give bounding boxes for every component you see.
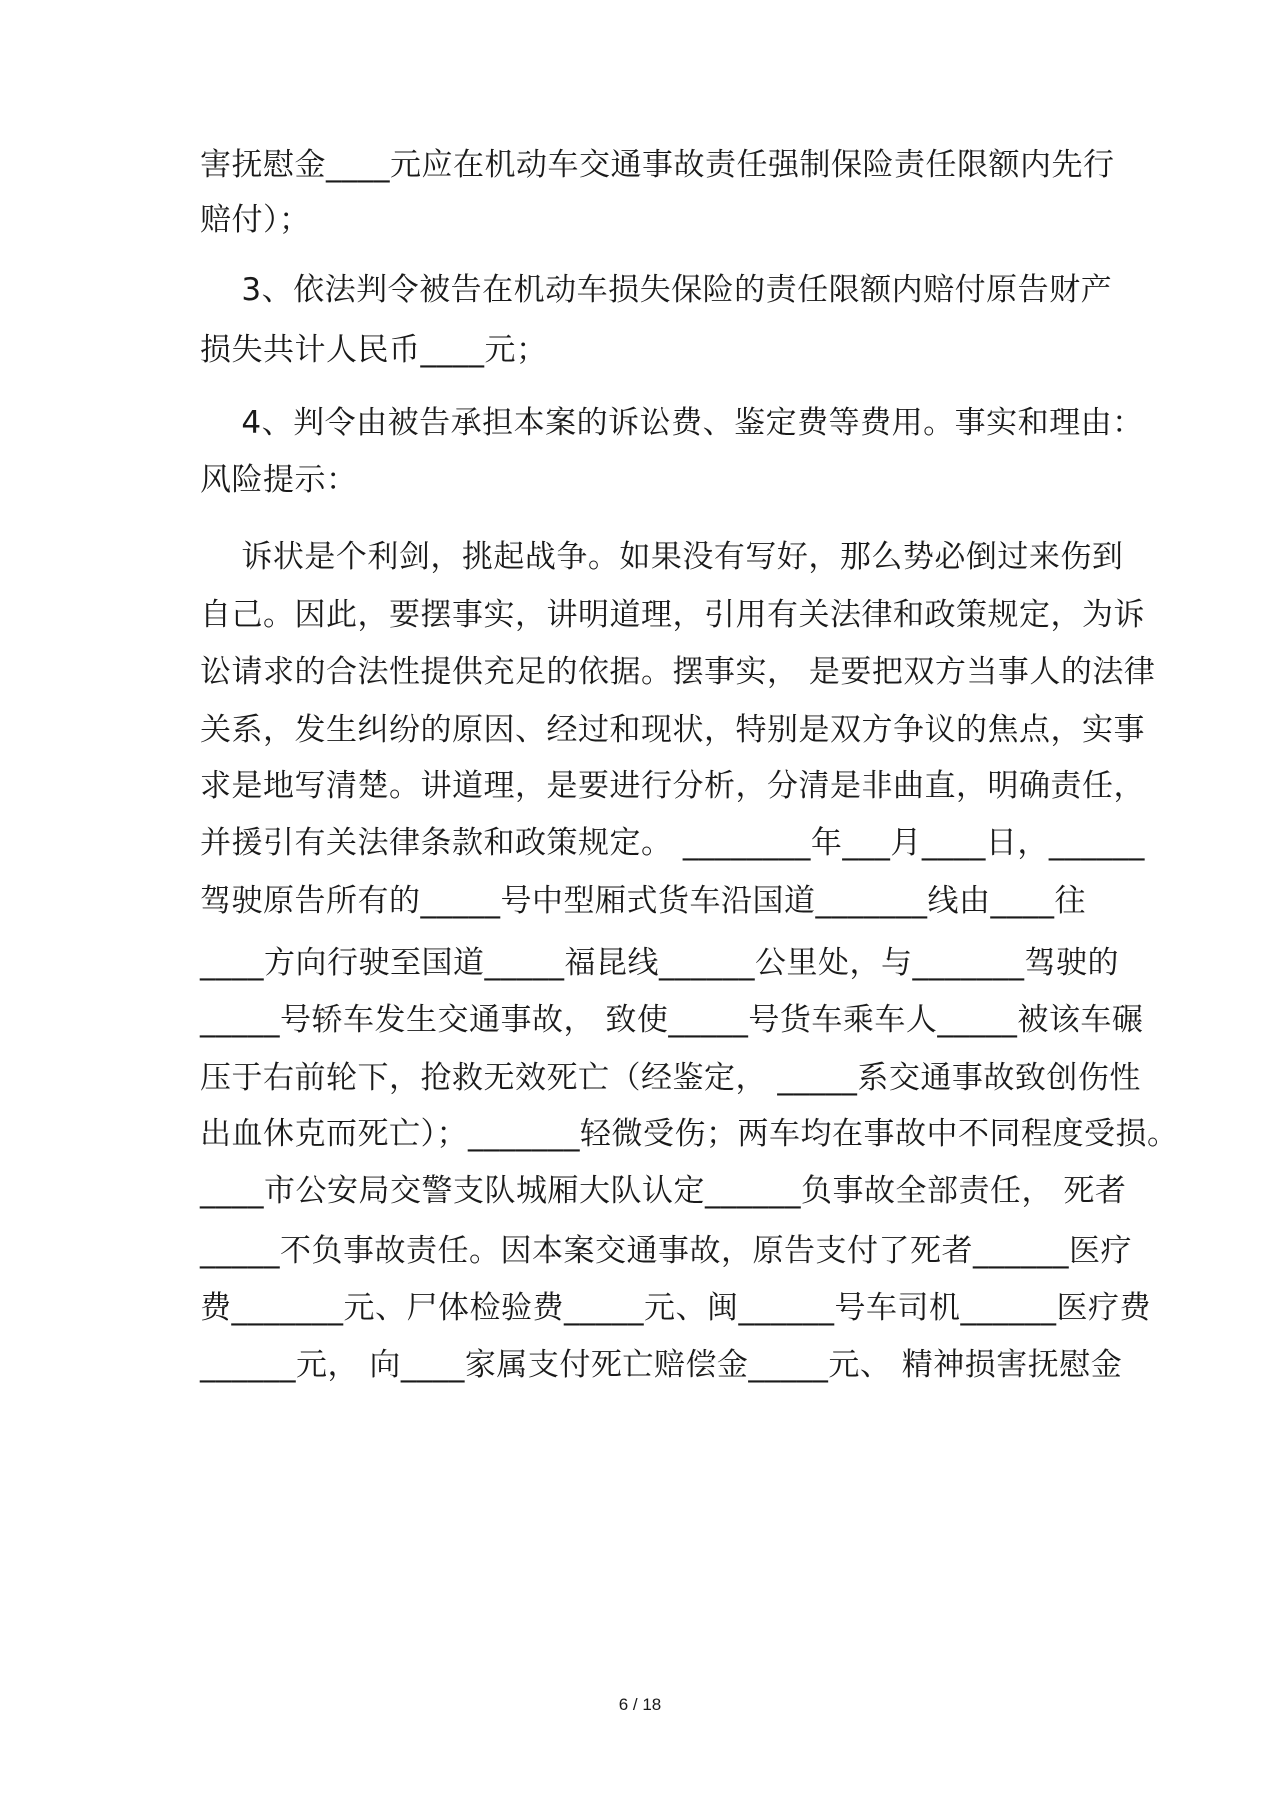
text-line: 风险提示： (200, 462, 358, 498)
text-line: 自己。因此，要摆事实，讲明道理，引用有关法律和政策规定，为诉 (200, 597, 1145, 633)
text-line: 讼请求的合法性提供充足的依据。摆事实， 是要把双方当事人的法律 (200, 654, 1156, 690)
text-line: 诉状是个利剑，挑起战争。如果没有写好，那么势必倒过来伤到 (200, 539, 1124, 575)
text-line: 驾驶原告所有的_____号中型厢式货车沿国道_______线由____往 (200, 883, 1086, 919)
page-number: 6 / 18 (618, 1695, 662, 1714)
text-line: 关系，发生纠纷的原因、经过和现状，特别是双方争议的焦点，实事 (200, 712, 1145, 748)
text-line: 并援引有关法律条款和政策规定。 ________年___月____日，______ (200, 825, 1145, 861)
text-line: ______元， 向____家属支付死亡赔偿金_____元、 精神损害抚慰金 (200, 1347, 1123, 1383)
text-line: 出血休克而死亡）；_______轻微受伤；两车均在事故中不同程度受损。 (200, 1116, 1179, 1152)
text-line: ____方向行驶至国道_____福昆线______公里处，与_______驾驶的 (200, 945, 1119, 981)
text-line: 赔付）； (200, 202, 311, 238)
text-line: 3、依法判令被告在机动车损失保险的责任限额内赔付原告财产 (200, 272, 1113, 308)
text-line: 压于右前轮下，抢救无效死亡（经鉴定， _____系交通事故致创伤性 (200, 1060, 1141, 1096)
text-line: _____不负事故责任。因本案交通事故，原告支付了死者______医疗 (200, 1233, 1132, 1269)
text-line: 害抚慰金____元应在机动车交通事故责任强制保险责任限额内先行 (200, 147, 1115, 183)
text-line: 4、判令由被告承担本案的诉讼费、鉴定费等费用。事实和理由： (200, 405, 1144, 441)
text-line: 损失共计人民币____元； (200, 332, 548, 368)
text-line: ____市公安局交警支队城厢大队认定______负事故全部责任， 死者 (200, 1173, 1127, 1209)
text-line: 费_______元、尸体检验费_____元、闽______号车司机______医疗费 (200, 1290, 1151, 1326)
text-line: _____号轿车发生交通事故， 致使_____号货车乘车人_____被该车碾 (200, 1002, 1144, 1038)
text-line: 求是地写清楚。讲道理，是要进行分析，分清是非曲直，明确责任， (200, 768, 1145, 804)
